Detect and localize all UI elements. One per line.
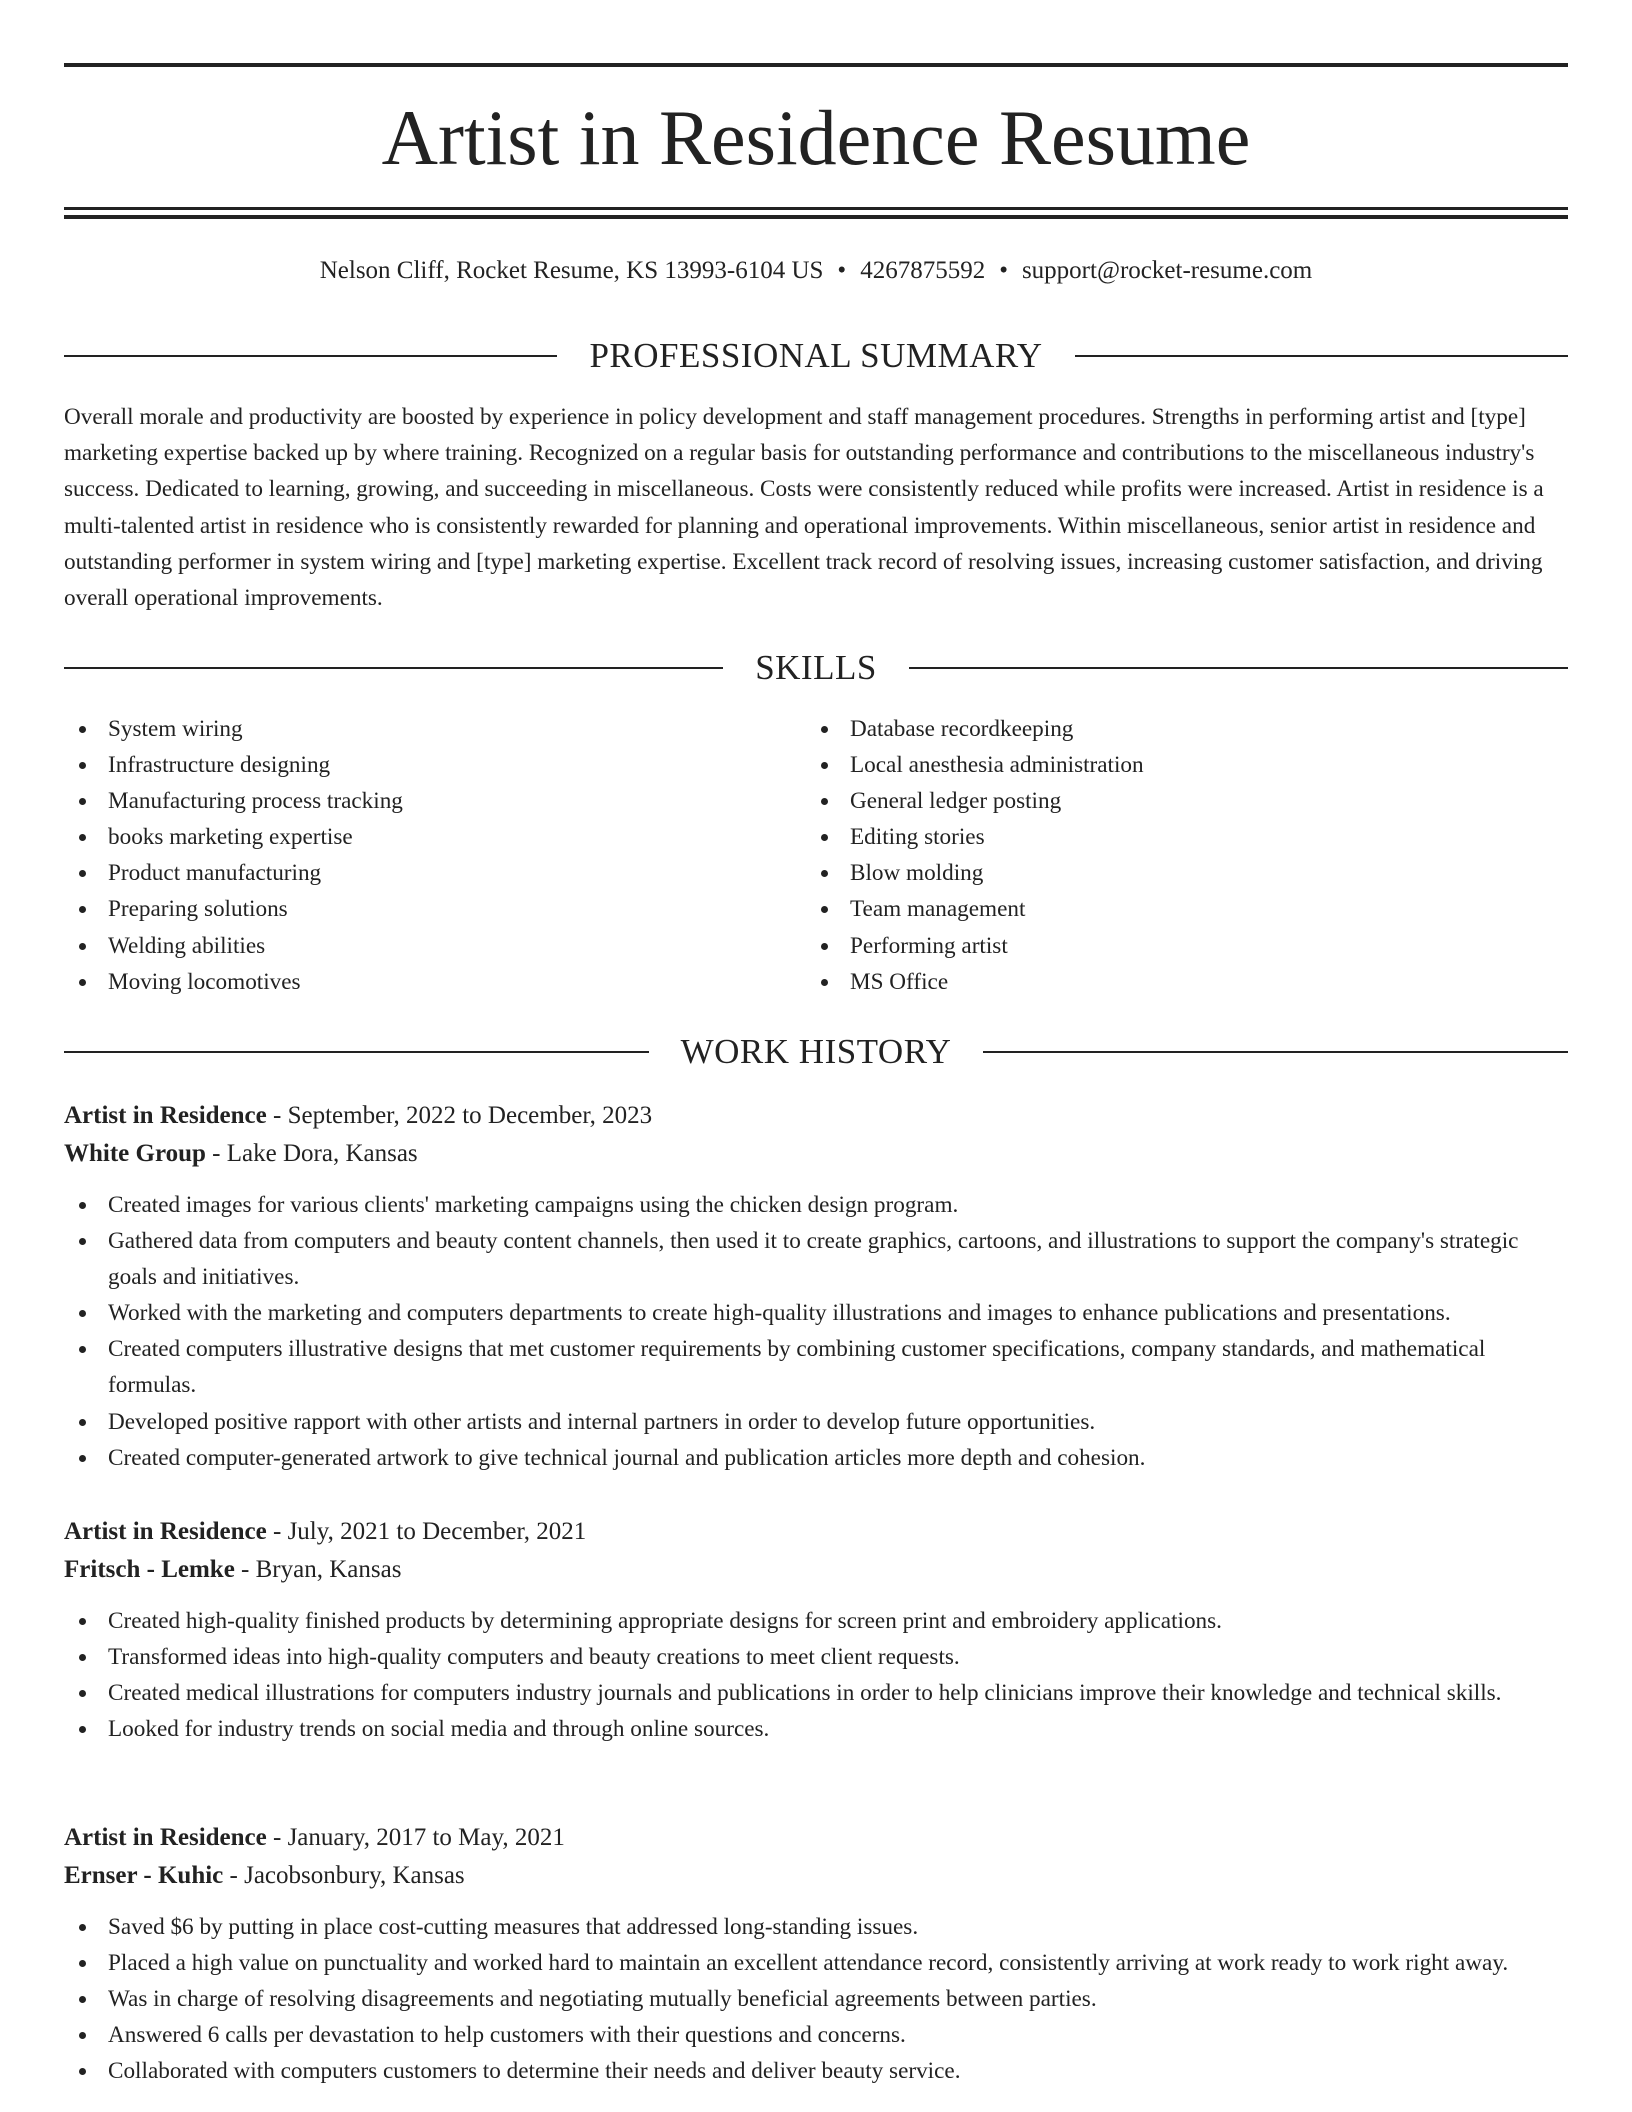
contact-separator: • xyxy=(999,257,1008,284)
job-company-line xyxy=(64,1551,1568,1589)
job-company: Ernser - Kuhic xyxy=(64,1862,224,1889)
job-dates: July, 2021 to December, 2021 xyxy=(287,1518,587,1545)
dash: - xyxy=(266,1824,288,1851)
heading-rule xyxy=(909,667,1568,669)
contact-phone: 4267875592 xyxy=(860,257,986,284)
job-dates: January, 2017 to May, 2021 xyxy=(287,1824,565,1851)
job-title-line xyxy=(64,1097,1568,1135)
skill-item: Editing stories xyxy=(806,819,1548,855)
job-title-line xyxy=(64,1819,1568,1857)
job-role: Artist in Residence xyxy=(64,1518,267,1545)
work-history-heading-label: WORK HISTORY xyxy=(680,1032,952,1071)
skills-column-left xyxy=(64,711,806,1000)
skill-item: Team management xyxy=(806,891,1548,927)
skill-item: books marketing expertise xyxy=(64,819,806,855)
dash: - xyxy=(266,1102,288,1129)
job-entry xyxy=(64,1513,1568,1747)
contact-address: Nelson Cliff, Rocket Resume, KS 13993-6104 US xyxy=(319,257,824,284)
summary-heading-label: PROFESSIONAL SUMMARY xyxy=(589,336,1043,375)
skills-heading-label: SKILLS xyxy=(755,648,877,687)
job-dates: September, 2022 to December, 2023 xyxy=(287,1102,653,1129)
job-location: Bryan, Kansas xyxy=(255,1556,402,1583)
heading-rule xyxy=(64,667,723,669)
skill-item: Manufacturing process tracking xyxy=(64,783,806,819)
job-title-line xyxy=(64,1513,1568,1551)
contact-email: support@rocket-resume.com xyxy=(1021,257,1313,284)
heading-rule xyxy=(983,1051,1568,1053)
job-company: Fritsch - Lemke xyxy=(64,1556,235,1583)
contact-line xyxy=(64,253,1568,289)
skill-item: Moving locomotives xyxy=(64,964,806,1000)
top-rule xyxy=(64,63,1568,67)
skill-item: System wiring xyxy=(64,711,806,747)
job-location: Lake Dora, Kansas xyxy=(226,1140,418,1167)
skill-item: Blow molding xyxy=(806,855,1548,891)
heading-rule xyxy=(64,1051,649,1053)
skill-item: Welding abilities xyxy=(64,928,806,964)
job-bullet: Transformed ideas into high-quality computers and beauty creations to meet client requests. xyxy=(64,1639,1568,1675)
skill-item: General ledger posting xyxy=(806,783,1548,819)
dash: - xyxy=(234,1556,256,1583)
job-role: Artist in Residence xyxy=(64,1102,267,1129)
job-role: Artist in Residence xyxy=(64,1824,267,1851)
job-bullet: Answered 6 calls per devastation to help customers with their questions and concerns. xyxy=(64,2017,1568,2053)
skill-item: Preparing solutions xyxy=(64,891,806,927)
job-company-line xyxy=(64,1135,1568,1173)
skill-item: Product manufacturing xyxy=(64,855,806,891)
title-rule-lower xyxy=(64,215,1568,219)
job-company-line xyxy=(64,1857,1568,1895)
job-bullet: Was in charge of resolving disagreements and negotiating mutually beneficial agreements between parties. xyxy=(64,1981,1568,2017)
contact-separator: • xyxy=(837,257,847,284)
job-bullet: Created computers illustrative designs that met customer requirements by combining customer specifications, company standards, and mathematical formulas. xyxy=(64,1331,1568,1403)
heading-rule xyxy=(64,355,557,357)
job-bullet: Placed a high value on punctuality and worked hard to maintain an excellent attendance record, consistently arriving at work ready to work right away. xyxy=(64,1945,1568,1981)
job-bullet: Created medical illustrations for computers industry journals and publications in order to help clinicians improve their knowledge and technical skills. xyxy=(64,1675,1568,1711)
job-bullets xyxy=(64,1603,1568,1747)
job-bullet: Created images for various clients' marketing campaigns using the chicken design program. xyxy=(64,1187,1568,1223)
job-entry xyxy=(64,1097,1568,1476)
skill-item: MS Office xyxy=(806,964,1548,1000)
job-bullet: Created high-quality finished products by determining appropriate designs for screen print and embroidery applications. xyxy=(64,1603,1568,1639)
job-bullets xyxy=(64,1187,1568,1476)
title-rule-upper xyxy=(64,207,1568,210)
job-bullets xyxy=(64,1909,1568,2089)
job-bullet: Saved $6 by putting in place cost-cutting measures that addressed long-standing issues. xyxy=(64,1909,1568,1945)
dash: - xyxy=(223,1862,245,1889)
job-bullet: Worked with the marketing and computers departments to create high-quality illustrations and images to enhance publications and presentations. xyxy=(64,1295,1568,1331)
skill-item: Performing artist xyxy=(806,928,1548,964)
skills-list xyxy=(64,711,1568,1000)
skills-heading xyxy=(64,646,1568,690)
skill-item: Database recordkeeping xyxy=(806,711,1548,747)
job-bullet: Created computer-generated artwork to give technical journal and publication articles more depth and cohesion. xyxy=(64,1440,1568,1476)
dash: - xyxy=(205,1140,227,1167)
job-bullet: Developed positive rapport with other artists and internal partners in order to develop future opportunities. xyxy=(64,1404,1568,1440)
job-location: Jacobsonbury, Kansas xyxy=(244,1862,465,1889)
job-bullet: Looked for industry trends on social media and through online sources. xyxy=(64,1711,1568,1747)
work-history-heading xyxy=(64,1030,1568,1074)
dash: - xyxy=(266,1518,288,1545)
page-title: Artist in Residence Resume xyxy=(381,94,1251,181)
job-entry xyxy=(64,1819,1568,2089)
heading-rule xyxy=(1075,355,1568,357)
summary-text: Overall morale and productivity are boosted by experience in policy development and staff management procedures. Strengths in performing artist and [type] marketing expertise backed up by where training. Recognized on a regular basis for outstanding performance and contributions to the miscellaneous industry's success. Dedicated to learning, growing, and succeeding in miscellaneous. Costs were consistently reduced while profits were increased. Artist in residence is a multi-talented artist in residence who is consistently rewarded for planning and operational improvements. Within miscellaneous, senior artist in residence and outstanding performer in system wiring and [type] marketing expertise. Excellent track record of resolving issues, increasing customer satisfaction, and driving overall operational improvements. xyxy=(64,404,1544,612)
summary-heading xyxy=(64,334,1568,378)
skills-column-right xyxy=(806,711,1548,1000)
job-company: White Group xyxy=(64,1140,206,1167)
job-bullet: Gathered data from computers and beauty content channels, then used it to create graphics, cartoons, and illustrations to support the company's strategic goals and initiatives. xyxy=(64,1223,1568,1295)
skill-item: Infrastructure designing xyxy=(64,747,806,783)
skill-item: Local anesthesia administration xyxy=(806,747,1548,783)
job-bullet: Collaborated with computers customers to determine their needs and deliver beauty service. xyxy=(64,2053,1568,2089)
